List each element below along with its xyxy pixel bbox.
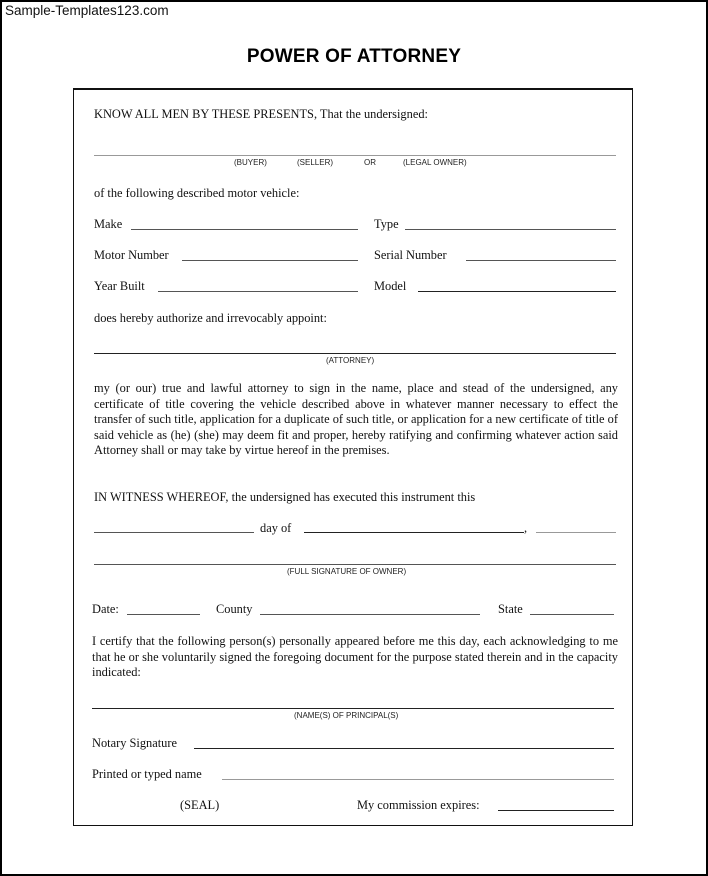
caption-legal-owner: (LEGAL OWNER) [403,158,467,167]
serial-number-field[interactable] [466,260,616,261]
state-field[interactable] [530,614,614,615]
model-field[interactable] [418,291,616,292]
date-field[interactable] [127,614,200,615]
printed-name-field[interactable] [222,779,614,780]
date-label: Date: [92,602,119,616]
make-label: Make [94,217,123,231]
motor-number-field[interactable] [182,260,358,261]
caption-attorney: (ATTORNEY) [326,356,375,365]
type-field[interactable] [405,229,616,230]
type-label: Type [374,217,399,231]
caption-owner-signature: (FULL SIGNATURE OF OWNER) [287,567,407,576]
caption-principals: (NAME(S) OF PRINCIPAL(S) [294,711,399,720]
comma-separator: , [524,521,528,535]
document-title: POWER OF ATTORNEY [246,46,462,67]
model-label: Model [374,279,407,293]
caption-or: OR [364,158,376,167]
notary-signature-label: Notary Signature [92,736,177,750]
state-label: State [498,602,523,616]
undersigned-name-field[interactable] [94,155,616,156]
make-field[interactable] [131,229,358,230]
caption-buyer: (BUYER) [234,158,267,167]
day-of-label: day of [260,521,292,535]
month-field[interactable] [304,532,524,533]
day-field[interactable] [94,532,254,533]
printed-name-label: Printed or typed name [92,767,202,781]
attorney-name-field[interactable] [94,353,616,354]
principals-name-field[interactable] [92,708,614,709]
county-label: County [216,602,253,616]
power-of-attorney-form [73,88,633,826]
motor-number-label: Motor Number [94,248,169,262]
seal-label: (SEAL) [180,798,220,812]
caption-seller: (SELLER) [297,158,334,167]
appoint-text: does hereby authorize and irrevocably appoint: [94,311,327,325]
year-built-label: Year Built [94,279,145,293]
watermark: Sample-Templates123.com [5,3,169,18]
year-built-field[interactable] [158,291,358,292]
notary-signature-field[interactable] [194,748,614,749]
vehicle-intro-text: of the following described motor vehicle: [94,186,300,200]
authority-paragraph: my (or our) true and lawful attorney to sign in the name, place and stead of the undersigned, any certificate of title covering the vehicle described above in whatever manner necessary to effect the transfer of such title, application for a duplicate of such title, or application for a new certificate of title of said vehicle as (he) (she) may deem fit and proper, hereby ratifying and confirming whatever action said Attorney shall or may take by virtue hereof in the premises. [94,381,618,458]
serial-number-label: Serial Number [374,248,447,262]
county-field[interactable] [260,614,480,615]
certify-paragraph: I certify that the following person(s) personally appeared before me this day, each acknowledging to me that he or she voluntarily signed the foregoing document for the purpose stated therein and in the capacity indicated: [92,634,618,680]
year-field[interactable] [536,532,616,533]
intro-text: KNOW ALL MEN BY THESE PRESENTS, That the undersigned: [94,107,428,121]
witness-text: IN WITNESS WHEREOF, the undersigned has executed this instrument this [94,490,476,504]
commission-expires-field[interactable] [498,810,614,811]
commission-expires-label: My commission expires: [357,798,480,812]
owner-signature-field[interactable] [94,564,616,565]
